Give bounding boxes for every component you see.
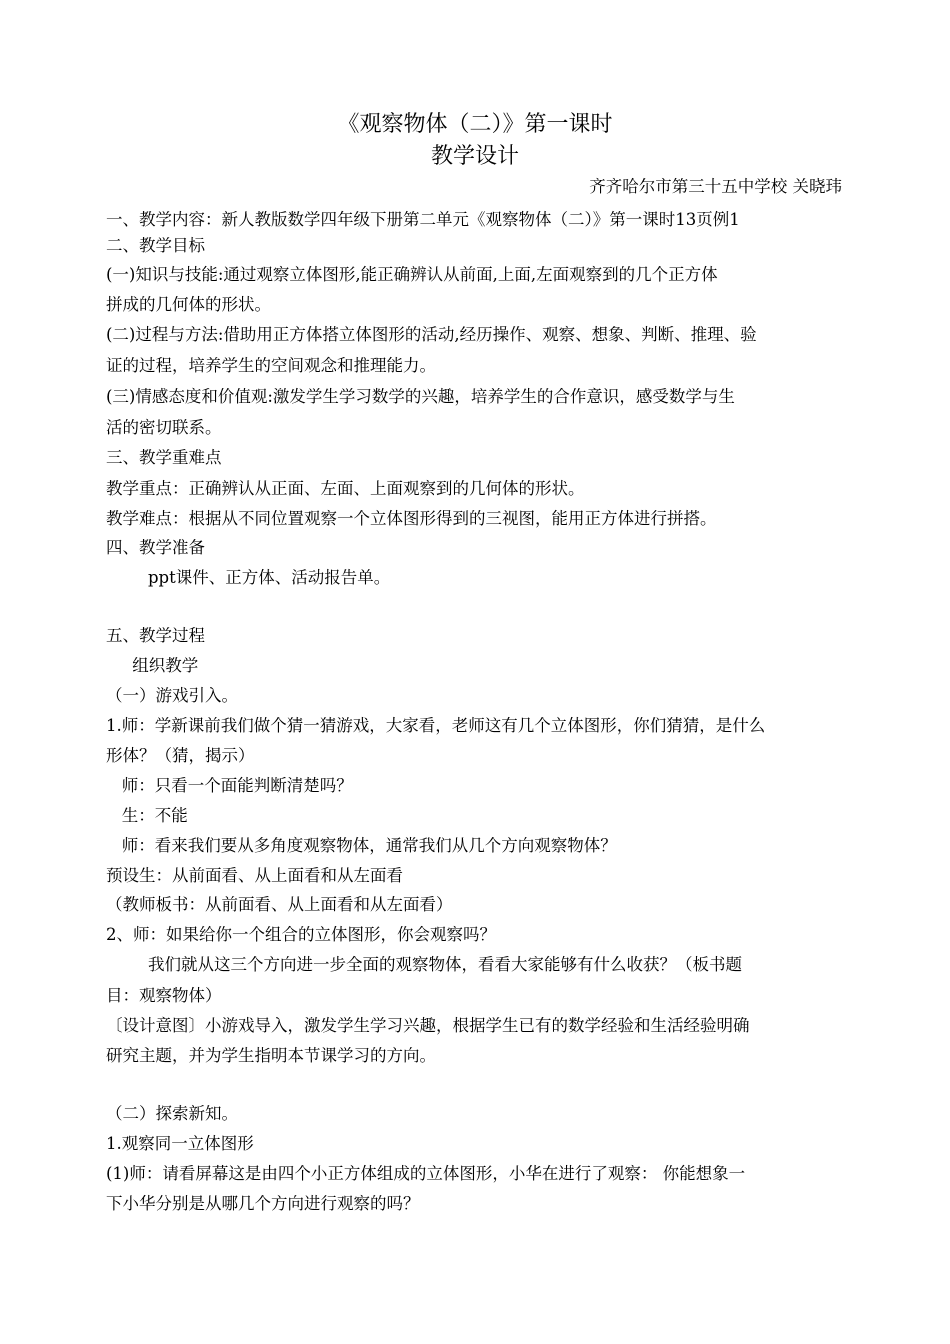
content-line: 下小华分别是从哪几个方向进行观察的吗？ [106,1194,420,1213]
design-intent-line: 研究主题，并为学生指明本节课学习的方向。 [106,1046,436,1065]
content-line: 形体？（猜，揭示） [106,746,255,765]
content-line: 教学重点：正确辨认从正面、左面、上面观察到的几何体的形状。 [106,479,585,498]
content-line: (三)情感态度和价值观:激发学生学习数学的兴趣，培养学生的合作意识，感受数学与生 [106,387,735,406]
content-line: 生：不能 [106,806,188,825]
author-line: 齐齐哈尔市第三十五中学校 关晓玮 [589,177,842,196]
content-line: 拼成的几何体的形状。 [106,295,271,314]
content-line: 一、教学内容：新人教版数学四年级下册第二单元《观察物体（二）》第一课时13页例1 [106,210,740,229]
section-heading: 五、教学过程 [106,626,205,645]
content-line: 目：观察物体） [106,986,222,1005]
content-line: 师：看来我们要从多角度观察物体，通常我们从几个方向观察物体？ [106,836,617,855]
design-intent-line: 〔设计意图〕小游戏导入，激发学生学习兴趣，根据学生已有的数学经验和生活经验明确 [106,1016,750,1035]
section-heading: 四、教学准备 [106,538,205,557]
content-line: 我们就从这三个方向进一步全面的观察物体，看看大家能够有什么收获？（板书题 [106,955,742,974]
doc-subtitle: 教学设计 [430,144,519,169]
content-line: 1.师：学新课前我们做个猜一猜游戏，大家看，老师这有几个立体图形，你们猜猜，是什么 [106,716,766,735]
content-line: 证的过程，培养学生的空间观念和推理能力。 [106,356,436,375]
section-heading: 三、教学重难点 [106,448,222,467]
content-line: （教师板书：从前面看、从上面看和从左面看） [106,895,453,914]
section-heading: 二、教学目标 [106,236,205,255]
content-line: 2、师：如果给你一个组合的立体图形，你会观察吗？ [106,925,496,944]
content-line: （二）探索新知。 [106,1104,238,1123]
content-line: （一）游戏引入。 [106,686,238,705]
doc-title: 《观察物体（二）》第一课时 [337,112,613,137]
content-line: 预设生：从前面看、从上面看和从左面看 [106,866,403,885]
content-line: 活的密切联系。 [106,418,222,437]
content-line: 1.观察同一立体图形 [106,1134,254,1153]
content-line: (一)知识与技能:通过观察立体图形,能正确辨认从前面,上面,左面观察到的几个正方体 [106,265,718,284]
content-line: 组织教学 [106,656,199,675]
content-line: 师：只看一个面能判断清楚吗？ [106,776,353,795]
content-line: (1)师：请看屏幕这是由四个小正方体组成的立体图形，小华在进行了观察： 你能想象一 [106,1164,746,1183]
content-line: 教学难点：根据从不同位置观察一个立体图形得到的三视图，能用正方体进行拼搭。 [106,509,717,528]
content-line: ppt课件、正方体、活动报告单。 [106,568,391,587]
content-line: (二)过程与方法:借助用正方体搭立体图形的活动,经历操作、观察、想象、判断、推理、验 [106,325,757,344]
